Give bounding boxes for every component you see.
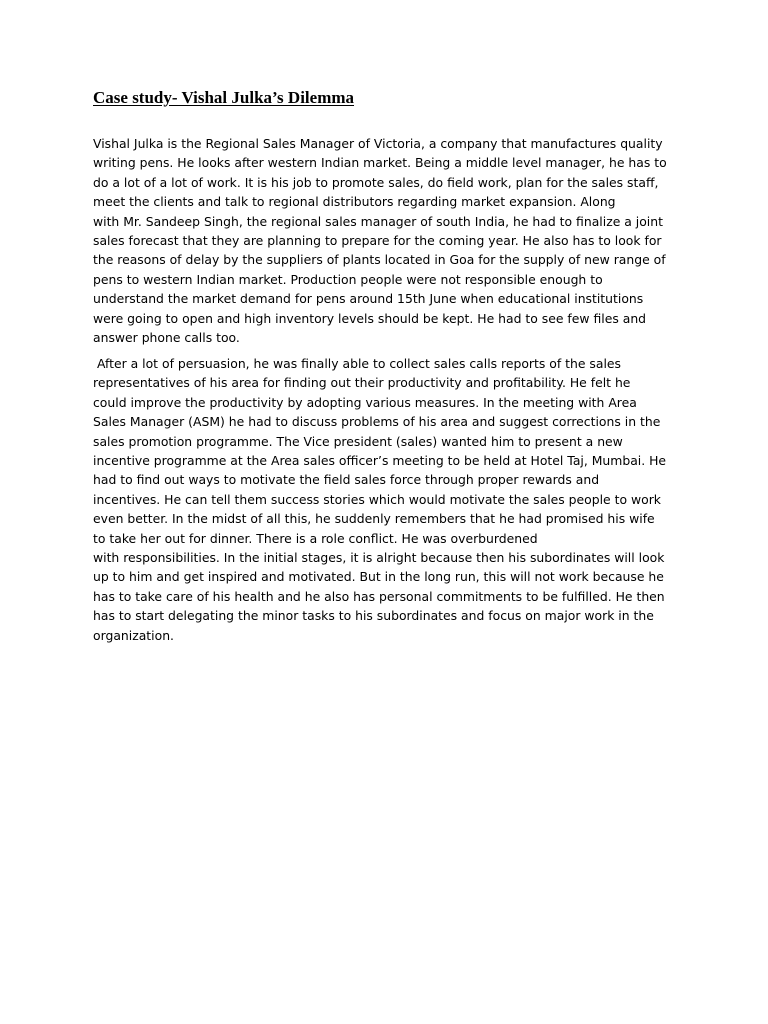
text-line: had to find out ways to motivate the field sales force through proper rewards and [93, 472, 600, 488]
paragraph-1 [93, 134, 693, 347]
paragraph-2 [93, 354, 693, 645]
text-line: Sales Manager (ASM) he had to discuss problems of his area and suggest corrections in the [93, 414, 661, 430]
text-line: incentives. He can tell them success stories which would motivate the sales people to work [93, 491, 661, 507]
text-line: could improve the productivity by adopting various measures. In the meeting with Area [93, 394, 637, 410]
text-line: up to him and get inspired and motivated. But in the long run, this will not work because he [93, 569, 664, 585]
text-line: meet the clients and talk to regional distributors regarding market expansion. Along [93, 194, 616, 210]
text-line: with Mr. Sandeep Singh, the regional sales manager of south India, he had to finalize a joint [93, 213, 663, 229]
text-line: sales forecast that they are planning to prepare for the coming year. He also has to look for [93, 233, 662, 249]
text-line: has to take care of his health and he also has personal commitments to be fulfilled. He then [93, 588, 665, 604]
text-line: with responsibilities. In the initial stages, it is alright because then his subordinates will look [93, 550, 665, 566]
text-line: were going to open and high inventory levels should be kept. He had to see few files and [93, 310, 647, 326]
text-line: representatives of his area for finding out their productivity and profitability. He felt he [93, 375, 631, 391]
text-line: the reasons of delay by the suppliers of plants located in Goa for the supply of new range of [93, 252, 666, 268]
text-line: sales promotion programme. The Vice president (sales) wanted him to present a new [93, 433, 623, 449]
text-line: Vishal Julka is the Regional Sales Manager of Victoria, a company that manufactures quality [93, 136, 663, 151]
text-line: pens to western Indian market. Production people were not responsible enough to [93, 271, 603, 287]
text-line: writing pens. He looks after western Indian market. Being a middle level manager, he has to [93, 155, 667, 171]
text-line: After a lot of persuasion, he was finally able to collect sales calls reports of the sales [93, 356, 622, 371]
text-line: incentive programme at the Area sales officer’s meeting to be held at Hotel Taj, Mumbai. He [93, 453, 667, 469]
text-line: organization. [93, 627, 174, 643]
text-line: do a lot of a lot of work. It is his job to promote sales, do field work, plan for the sales staff, [93, 174, 659, 190]
text-line: to take her out for dinner. There is a role conflict. He was overburdened [93, 530, 538, 546]
text-line: has to start delegating the minor tasks to his subordinates and focus on major work in the [93, 608, 654, 624]
page-title: Case study- Vishal Julka’s Dilemma [93, 88, 355, 107]
text-line: understand the market demand for pens around 15th June when educational institutions [93, 291, 644, 307]
text-line: even better. In the midst of all this, he suddenly remembers that he had promised his wife [93, 511, 655, 527]
text-line: answer phone calls too. [93, 330, 240, 346]
